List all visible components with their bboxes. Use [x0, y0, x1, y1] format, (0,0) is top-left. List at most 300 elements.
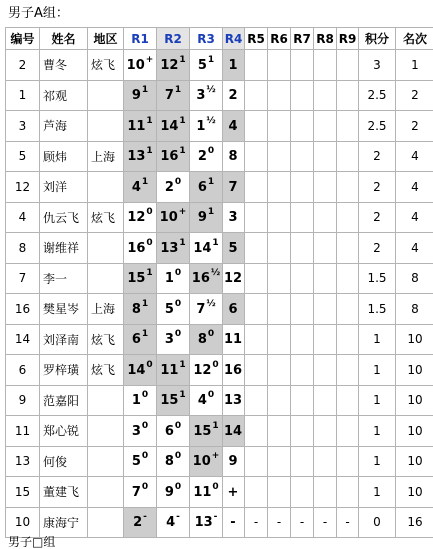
player-rank: 4 [396, 233, 433, 264]
round-4-result [223, 324, 245, 355]
game-score: 1 [146, 116, 152, 126]
round-7-result [291, 111, 314, 142]
round-1-result [124, 294, 157, 325]
table-row [6, 263, 433, 294]
table-row [6, 111, 433, 142]
round-4-result [223, 141, 245, 172]
round-3-result [190, 172, 223, 203]
round-2-result [157, 385, 190, 416]
round-5-result [245, 111, 268, 142]
game-score: 0 [175, 299, 181, 309]
table-row [6, 202, 433, 233]
player-name: 樊星岑 [40, 294, 88, 325]
round-1-result [124, 507, 157, 538]
round-3-result [190, 507, 223, 538]
round-4-result [223, 385, 245, 416]
col-header-name: 姓名 [40, 28, 88, 50]
col-header-r8: R8 [314, 28, 337, 50]
round-5-result [245, 263, 268, 294]
game-score: ½ [206, 299, 215, 309]
game-score: 1 [179, 116, 185, 126]
player-number: 3 [6, 111, 40, 142]
round-1-result [124, 263, 157, 294]
table-row [6, 446, 433, 477]
player-club [88, 416, 124, 447]
round-2-result [157, 446, 190, 477]
player-number: 11 [6, 416, 40, 447]
round-1-result [124, 385, 157, 416]
round-2-result [157, 477, 190, 508]
opponent-number: 16 [160, 149, 178, 164]
player-club: 炫飞 [88, 355, 124, 386]
player-rank: 10 [396, 446, 433, 477]
opponent-number: 5 [132, 454, 141, 469]
player-name: 曹冬 [40, 50, 88, 81]
game-score: 1 [212, 238, 218, 248]
round-7-result [291, 446, 314, 477]
game-score: + [146, 55, 154, 65]
round-6-result [268, 446, 291, 477]
round-3-result [190, 233, 223, 264]
game-score: 1 [142, 299, 148, 309]
opponent-number: 16 [127, 241, 145, 256]
game-score: 1 [146, 146, 152, 156]
round-5-result [245, 202, 268, 233]
game-score: 1 [208, 177, 214, 187]
round-5-result: - [245, 507, 268, 538]
round-4-result [223, 355, 245, 386]
round-9-result [337, 172, 359, 203]
round-3-result [190, 385, 223, 416]
player-rank: 2 [396, 80, 433, 111]
table-row [6, 385, 433, 416]
game-score: 0 [146, 207, 152, 217]
game-score: 1 [179, 360, 185, 370]
round-6-result [268, 202, 291, 233]
col-header-r2: R2 [157, 28, 190, 50]
table-row [6, 507, 433, 538]
opponent-number: 10 [193, 454, 211, 469]
round-2-result [157, 263, 190, 294]
round-1-result [124, 80, 157, 111]
opponent-number: 10 [160, 210, 178, 225]
round-9-result [337, 80, 359, 111]
game-score: 0 [142, 482, 148, 492]
round-5-result [245, 477, 268, 508]
game-score: 0 [175, 421, 181, 431]
player-rank: 4 [396, 202, 433, 233]
round-2-result [157, 50, 190, 81]
opponent-number: 9 [198, 210, 207, 225]
round-4-result [223, 263, 245, 294]
round-1-result [124, 233, 157, 264]
round-7-result: - [291, 507, 314, 538]
standings-body [6, 50, 433, 538]
game-score: - [143, 512, 147, 522]
col-header-r3: R3 [190, 28, 223, 50]
opponent-number: 2 [198, 149, 207, 164]
round-2-result [157, 355, 190, 386]
round-7-result [291, 80, 314, 111]
opponent-number: 9 [132, 88, 141, 103]
round-8-result [314, 477, 337, 508]
player-rank: 10 [396, 477, 433, 508]
player-number: 5 [6, 141, 40, 172]
round-1-result [124, 416, 157, 447]
opponent-number: 15 [193, 424, 211, 439]
round-6-result [268, 355, 291, 386]
opponent-number: - [230, 515, 235, 530]
player-points: 2.5 [359, 80, 396, 111]
player-rank: 10 [396, 324, 433, 355]
game-score: 0 [146, 360, 152, 370]
player-points: 2.5 [359, 111, 396, 142]
col-header-rank: 名次 [396, 28, 433, 50]
opponent-number: 4 [132, 180, 141, 195]
player-points: 1 [359, 324, 396, 355]
game-score: 0 [208, 390, 214, 400]
game-score: 0 [175, 451, 181, 461]
player-number: 1 [6, 80, 40, 111]
opponent-number: 8 [132, 302, 141, 317]
round-3-result [190, 294, 223, 325]
round-7-result [291, 202, 314, 233]
game-score: 0 [175, 329, 181, 339]
player-club: 炫飞 [88, 202, 124, 233]
round-6-result [268, 172, 291, 203]
player-rank: 2 [396, 111, 433, 142]
opponent-number: 5 [165, 302, 174, 317]
round-6-result [268, 477, 291, 508]
opponent-number: 9 [228, 454, 237, 469]
round-8-result [314, 111, 337, 142]
game-score: 1 [179, 55, 185, 65]
round-9-result: - [337, 507, 359, 538]
round-3-result [190, 202, 223, 233]
round-9-result [337, 324, 359, 355]
round-5-result [245, 80, 268, 111]
game-score: - [214, 512, 218, 522]
game-score: 1 [175, 85, 181, 95]
opponent-number: 11 [193, 485, 211, 500]
player-points: 3 [359, 50, 396, 81]
round-3-result [190, 355, 223, 386]
player-name: 康海宁 [40, 507, 88, 538]
round-2-result [157, 172, 190, 203]
col-header-r4: R4 [223, 28, 245, 50]
game-score: 0 [142, 390, 148, 400]
player-number: 12 [6, 172, 40, 203]
round-9-result [337, 416, 359, 447]
round-3-result [190, 50, 223, 81]
game-score: 0 [142, 451, 148, 461]
round-4-result [223, 477, 245, 508]
table-row [6, 141, 433, 172]
opponent-number: 2 [228, 88, 237, 103]
player-name: 刘泽南 [40, 324, 88, 355]
col-header-r7: R7 [291, 28, 314, 50]
opponent-number: 13 [224, 393, 242, 408]
player-name: 顾炜 [40, 141, 88, 172]
player-name: 芦海 [40, 111, 88, 142]
round-8-result [314, 80, 337, 111]
player-number: 9 [6, 385, 40, 416]
round-2-result [157, 294, 190, 325]
player-club: 炫飞 [88, 324, 124, 355]
player-number: 14 [6, 324, 40, 355]
table-row [6, 324, 433, 355]
group-title: 男子A组： [8, 6, 69, 22]
opponent-number: 4 [166, 515, 175, 530]
player-points: 2 [359, 141, 396, 172]
round-9-result [337, 477, 359, 508]
round-9-result [337, 202, 359, 233]
player-number: 16 [6, 294, 40, 325]
round-5-result [245, 294, 268, 325]
table-row [6, 416, 433, 447]
round-3-result [190, 141, 223, 172]
col-header-r1: R1 [124, 28, 157, 50]
round-2-result [157, 507, 190, 538]
player-club [88, 80, 124, 111]
game-score: 1 [142, 177, 148, 187]
round-6-result [268, 385, 291, 416]
round-9-result [337, 141, 359, 172]
round-4-result [223, 294, 245, 325]
player-name: 李一 [40, 263, 88, 294]
opponent-number: 2 [165, 180, 174, 195]
opponent-number: 16 [192, 271, 210, 286]
player-rank: 4 [396, 141, 433, 172]
game-score: 1 [142, 85, 148, 95]
game-score: 1 [208, 207, 214, 217]
opponent-number: 8 [198, 332, 207, 347]
player-club [88, 263, 124, 294]
round-7-result [291, 172, 314, 203]
round-5-result [245, 355, 268, 386]
opponent-number: 13 [160, 241, 178, 256]
round-4-result [223, 507, 245, 538]
round-2-result [157, 80, 190, 111]
round-5-result [245, 233, 268, 264]
player-club [88, 507, 124, 538]
opponent-number: 11 [127, 119, 145, 134]
round-9-result [337, 50, 359, 81]
header-row [6, 28, 433, 50]
player-points: 2 [359, 172, 396, 203]
round-9-result [337, 385, 359, 416]
opponent-number: 6 [198, 180, 207, 195]
round-8-result: - [314, 507, 337, 538]
opponent-number: 5 [228, 241, 237, 256]
round-9-result [337, 111, 359, 142]
player-number: 10 [6, 507, 40, 538]
opponent-number: 1 [165, 271, 174, 286]
opponent-number: 11 [224, 332, 242, 347]
player-number: 4 [6, 202, 40, 233]
player-name: 祁观 [40, 80, 88, 111]
player-rank: 8 [396, 294, 433, 325]
opponent-number: 11 [160, 363, 178, 378]
opponent-number: 7 [165, 88, 174, 103]
round-4-result [223, 172, 245, 203]
player-points: 1 [359, 477, 396, 508]
opponent-number: 7 [228, 180, 237, 195]
round-5-result [245, 172, 268, 203]
opponent-number: 15 [127, 271, 145, 286]
game-score: + [179, 207, 187, 217]
opponent-number: 13 [127, 149, 145, 164]
player-number: 2 [6, 50, 40, 81]
opponent-number: 9 [165, 485, 174, 500]
opponent-number: 10 [127, 58, 145, 73]
round-6-result: - [268, 507, 291, 538]
opponent-number: 3 [196, 88, 205, 103]
game-score: 1 [179, 146, 185, 156]
game-score: 0 [208, 146, 214, 156]
opponent-number: 3 [228, 210, 237, 225]
player-rank: 10 [396, 416, 433, 447]
round-6-result [268, 416, 291, 447]
player-club: 上海 [88, 141, 124, 172]
opponent-number: 12 [193, 363, 211, 378]
round-7-result [291, 233, 314, 264]
opponent-number: 6 [132, 332, 141, 347]
round-8-result [314, 202, 337, 233]
opponent-number: 1 [196, 119, 205, 134]
round-4-result [223, 233, 245, 264]
round-4-result [223, 111, 245, 142]
player-name: 何俊 [40, 446, 88, 477]
col-header-r9: R9 [337, 28, 359, 50]
player-club [88, 172, 124, 203]
round-3-result [190, 111, 223, 142]
player-club: 炫飞 [88, 50, 124, 81]
round-3-result [190, 477, 223, 508]
round-7-result [291, 355, 314, 386]
round-5-result [245, 324, 268, 355]
opponent-number: 1 [132, 393, 141, 408]
round-3-result [190, 263, 223, 294]
opponent-number: 5 [198, 58, 207, 73]
round-7-result [291, 141, 314, 172]
player-points: 1.5 [359, 263, 396, 294]
player-club [88, 111, 124, 142]
game-score: 1 [212, 421, 218, 431]
opponent-number: 1 [228, 58, 237, 73]
table-row [6, 355, 433, 386]
round-2-result [157, 324, 190, 355]
round-7-result [291, 263, 314, 294]
player-number: 13 [6, 446, 40, 477]
opponent-number: 7 [196, 302, 205, 317]
game-score: 1 [179, 238, 185, 248]
round-8-result [314, 172, 337, 203]
player-name: 谢维祥 [40, 233, 88, 264]
opponent-number: 6 [228, 302, 237, 317]
round-7-result [291, 416, 314, 447]
col-header-r5: R5 [245, 28, 268, 50]
table-row [6, 294, 433, 325]
round-9-result [337, 294, 359, 325]
round-6-result [268, 80, 291, 111]
round-1-result [124, 324, 157, 355]
player-number: 8 [6, 233, 40, 264]
col-header-club: 地区 [88, 28, 124, 50]
player-name: 仇云飞 [40, 202, 88, 233]
opponent-number: 14 [160, 119, 178, 134]
round-1-result [124, 111, 157, 142]
round-4-result [223, 50, 245, 81]
game-score: ½ [206, 116, 215, 126]
round-5-result [245, 141, 268, 172]
player-name: 范嘉阳 [40, 385, 88, 416]
player-points: 1 [359, 385, 396, 416]
round-8-result [314, 263, 337, 294]
player-club [88, 477, 124, 508]
round-6-result [268, 263, 291, 294]
player-name: 董建飞 [40, 477, 88, 508]
round-5-result [245, 416, 268, 447]
player-name: 刘洋 [40, 172, 88, 203]
game-score: ½ [211, 268, 220, 278]
col-header-points: 积分 [359, 28, 396, 50]
round-1-result [124, 477, 157, 508]
round-8-result [314, 324, 337, 355]
player-club [88, 385, 124, 416]
round-1-result [124, 50, 157, 81]
round-8-result [314, 446, 337, 477]
player-rank: 10 [396, 385, 433, 416]
col-header-number: 编号 [6, 28, 40, 50]
round-1-result [124, 202, 157, 233]
player-points: 1 [359, 416, 396, 447]
player-rank: 4 [396, 172, 433, 203]
game-score: 0 [146, 238, 152, 248]
col-header-r6: R6 [268, 28, 291, 50]
round-1-result [124, 355, 157, 386]
player-points: 1.5 [359, 294, 396, 325]
round-8-result [314, 355, 337, 386]
round-2-result [157, 141, 190, 172]
round-3-result [190, 324, 223, 355]
opponent-number: 8 [165, 454, 174, 469]
round-7-result [291, 294, 314, 325]
round-2-result [157, 233, 190, 264]
game-score: 0 [175, 268, 181, 278]
player-points: 1 [359, 446, 396, 477]
next-group-title: 男子□组 [8, 535, 55, 549]
table-row [6, 80, 433, 111]
round-6-result [268, 111, 291, 142]
opponent-number: 6 [165, 424, 174, 439]
opponent-number: 8 [228, 149, 237, 164]
round-3-result [190, 416, 223, 447]
player-name: 罗梓璜 [40, 355, 88, 386]
round-8-result [314, 385, 337, 416]
round-4-result [223, 202, 245, 233]
player-rank: 1 [396, 50, 433, 81]
round-6-result [268, 233, 291, 264]
player-points: 1 [359, 355, 396, 386]
round-4-result [223, 446, 245, 477]
player-rank: 10 [396, 355, 433, 386]
player-points: 2 [359, 202, 396, 233]
opponent-number: 7 [132, 485, 141, 500]
game-score: 1 [179, 390, 185, 400]
opponent-number: 12 [127, 210, 145, 225]
standings-table [5, 27, 433, 538]
